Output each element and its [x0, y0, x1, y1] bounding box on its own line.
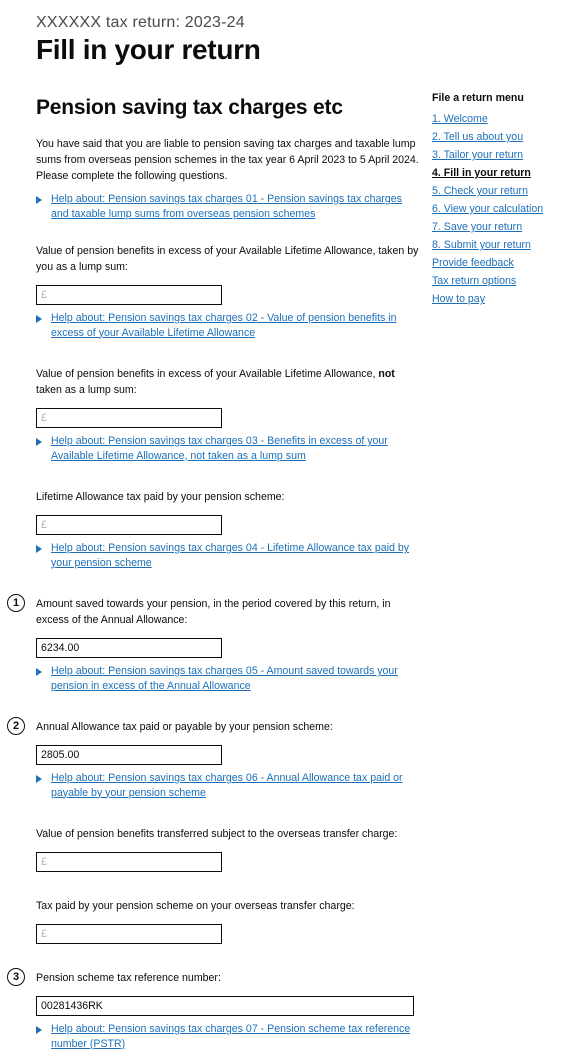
- page-header: [36, 14, 556, 66]
- field-label: Tax paid by your pension scheme on your overseas transfer charge:: [36, 900, 355, 912]
- menu-item-feedback[interactable]: Provide feedback: [432, 257, 514, 269]
- help-link-02[interactable]: [36, 311, 420, 340]
- annotation-marker: 2: [7, 717, 25, 735]
- menu-item-view-calculation[interactable]: 6. View your calculation: [432, 203, 544, 215]
- menu-item-welcome[interactable]: 1. Welcome: [432, 113, 488, 125]
- field-lump-sum-excess: [36, 243, 420, 340]
- page-title: Fill in your return: [36, 34, 261, 65]
- expand-triangle-icon: [36, 545, 42, 553]
- field-lifetime-allowance-tax: [36, 489, 420, 570]
- not-lump-sum-excess-input[interactable]: [36, 408, 222, 428]
- input-value: 00281436RK: [41, 1000, 103, 1012]
- help-link-04[interactable]: [36, 541, 420, 570]
- currency-placeholder: £: [41, 928, 47, 940]
- overseas-transfer-tax-input[interactable]: [36, 924, 222, 944]
- help-link-text[interactable]: Help about: Pension savings tax charges 04 - Lifetime Allowance tax paid by your pension scheme: [51, 542, 410, 569]
- input-value: 6234.00: [41, 642, 80, 654]
- currency-placeholder: £: [41, 519, 47, 531]
- help-link-intro[interactable]: [36, 192, 420, 221]
- label-part: Value of pension benefits in excess of your Available Lifetime Allowance,: [36, 368, 379, 380]
- file-return-menu: [432, 92, 562, 308]
- menu-item-options[interactable]: Tax return options: [432, 275, 517, 287]
- input-value: 2805.00: [41, 749, 80, 761]
- expand-triangle-icon: [36, 1026, 42, 1034]
- annotation-marker: 3: [7, 968, 25, 986]
- help-link-text[interactable]: Help about: Pension savings tax charges 01 - Pension savings tax charges and taxable lump sums from overseas pension schemes: [51, 193, 402, 220]
- section-heading: Pension saving tax charges etc: [36, 96, 343, 119]
- field-label: Pension scheme tax reference number:: [36, 972, 221, 984]
- field-not-lump-sum-excess: [36, 366, 420, 463]
- field-overseas-transfer-tax: [36, 898, 420, 944]
- help-link-text[interactable]: Help about: Pension savings tax charges 07 - Pension scheme tax reference number (PSTR): [51, 1023, 411, 1050]
- expand-triangle-icon: [36, 668, 42, 676]
- field-label: Annual Allowance tax paid or payable by your pension scheme:: [36, 721, 333, 733]
- help-link-03[interactable]: [36, 434, 420, 463]
- expand-triangle-icon: [36, 315, 42, 323]
- currency-placeholder: £: [41, 412, 47, 424]
- help-link-06[interactable]: [36, 771, 420, 800]
- help-link-text[interactable]: Help about: Pension savings tax charges 06 - Annual Allowance tax paid or payable by your pension scheme: [51, 772, 403, 799]
- help-link-05[interactable]: [36, 664, 420, 693]
- menu-item-check[interactable]: 5. Check your return: [432, 185, 528, 197]
- intro-text: You have said that you are liable to pension saving tax charges and taxable lump sums from overseas pension schemes in the tax year 6 April 2023 to 5 April 2024. Please complete the following questions.: [36, 138, 419, 182]
- annotation-marker: 1: [7, 594, 25, 612]
- expand-triangle-icon: [36, 196, 42, 204]
- field-label: Value of pension benefits transferred subject to the overseas transfer charge:: [36, 828, 398, 840]
- help-link-text[interactable]: Help about: Pension savings tax charges 03 - Benefits in excess of your Available Lifetime Allowance, not taken as a lump sum: [51, 435, 388, 462]
- label-bold-part: not: [378, 368, 395, 380]
- field-overseas-transfer-value: [36, 826, 420, 872]
- field-annual-allowance-excess: [12, 596, 420, 693]
- expand-triangle-icon: [36, 775, 42, 783]
- lump-sum-excess-input[interactable]: [36, 285, 222, 305]
- field-pstr: [12, 970, 420, 1051]
- menu-item-save[interactable]: 7. Save your return: [432, 221, 523, 233]
- main-content: [12, 96, 420, 1051]
- currency-placeholder: £: [41, 289, 47, 301]
- help-link-text[interactable]: Help about: Pension savings tax charges 05 - Amount saved towards your pension in excess of the Annual Allowance: [51, 665, 398, 692]
- menu-item-how-to-pay[interactable]: How to pay: [432, 293, 485, 305]
- menu-item-submit[interactable]: 8. Submit your return: [432, 239, 531, 251]
- help-link-text[interactable]: Help about: Pension savings tax charges 02 - Value of pension benefits in excess of your Available Lifetime Allowance: [51, 312, 397, 339]
- field-annual-allowance-tax: [12, 719, 420, 800]
- field-label: Amount saved towards your pension, in the period covered by this return, in excess of the Annual Allowance:: [36, 598, 391, 626]
- currency-placeholder: £: [41, 856, 47, 868]
- menu-item-tell-us[interactable]: 2. Tell us about you: [432, 131, 524, 143]
- field-label: [36, 366, 420, 398]
- pstr-input[interactable]: [36, 996, 414, 1016]
- page-caption: XXXXXX tax return: 2023-24: [36, 14, 245, 31]
- help-link-07[interactable]: [36, 1022, 420, 1051]
- label-part: taken as a lump sum:: [36, 384, 137, 396]
- overseas-transfer-value-input[interactable]: [36, 852, 222, 872]
- annual-allowance-excess-input[interactable]: [36, 638, 222, 658]
- annual-allowance-tax-input[interactable]: [36, 745, 222, 765]
- menu-item-fill-in: 4. Fill in your return: [432, 167, 531, 179]
- expand-triangle-icon: [36, 438, 42, 446]
- menu-item-tailor[interactable]: 3. Tailor your return: [432, 149, 524, 161]
- lifetime-allowance-tax-input[interactable]: [36, 515, 222, 535]
- field-label: Lifetime Allowance tax paid by your pension scheme:: [36, 491, 285, 503]
- field-label: Value of pension benefits in excess of your Available Lifetime Allowance, taken by you as a lump sum:: [36, 245, 419, 273]
- menu-title: File a return menu: [432, 92, 524, 104]
